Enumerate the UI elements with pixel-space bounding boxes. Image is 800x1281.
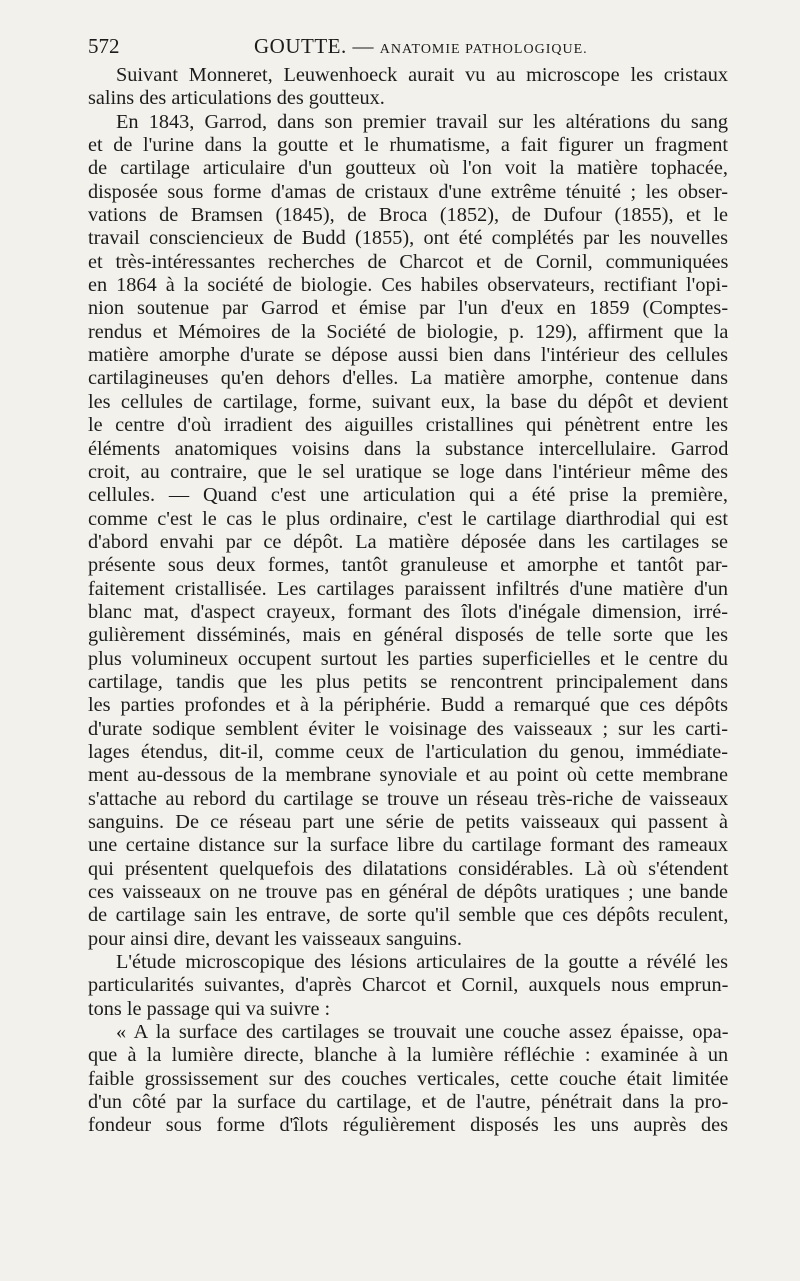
text-line: plus volumineux occupent surtout les parties superficielles et le centre du bbox=[88, 647, 728, 670]
text-line: éléments anatomiques voisins dans la substance intercellulaire. Garrod bbox=[88, 437, 729, 460]
text-line: ces vaisseaux on ne trouve pas en général de dépôts uratiques ; une bande bbox=[88, 881, 728, 904]
text-line: en 1864 à la société de biologie. Ces habiles observateurs, rectifiant l'opi- bbox=[88, 274, 728, 297]
text-line: comme c'est le cas le plus ordinaire, c'est le cartilage diarthrodial qui est bbox=[88, 507, 728, 530]
text-line: nion soutenue par Garrod et émise par l'un d'eux en 1859 (Comptes- bbox=[88, 297, 729, 320]
text-line: particularités suivantes, d'après Charcot et Cornil, auxquels nous emprun- bbox=[88, 974, 729, 997]
text-line: tons le passage qui va suivre : bbox=[88, 997, 331, 1020]
text-line: de cartilage sain les entrave, de sorte qu'il semble que ces dépôts reculent, bbox=[88, 904, 729, 927]
text-line: L'étude microscopique des lésions articulaires de la goutte a révélé les bbox=[116, 951, 729, 974]
text-line: lages étendus, dit-il, comme ceux de l'articulation du genou, immédiate- bbox=[88, 740, 728, 763]
text-line: de cartilage articulaire d'un goutteux où l'on voit la matière tophacée, bbox=[88, 157, 728, 180]
text-line: les cellules de cartilage, forme, suivant eux, la base du dépôt et devient bbox=[88, 390, 729, 413]
text-line: salins des articulations des goutteux. bbox=[88, 87, 385, 110]
text-line: pour ainsi dire, devant les vaisseaux sanguins. bbox=[88, 927, 462, 950]
text-line: blanc mat, d'aspect crayeux, formant des îlots d'inégale dimension, irré- bbox=[88, 600, 728, 623]
running-head-subtitle: ANATOMIE PATHOLOGIQUE. bbox=[379, 42, 588, 57]
text-line: disposée sous forme d'amas de cristaux d'une extrême ténuité ; les obser- bbox=[88, 180, 728, 203]
text-line: les parties profondes et à la périphérie. Budd a remarqué que ces dépôts bbox=[88, 694, 728, 717]
text-line: gulièrement disséminés, mais en général disposés de telle sorte que les bbox=[88, 624, 728, 647]
text-line: fondeur sous forme d'îlots régulièrement disposés les uns auprès des bbox=[88, 1114, 728, 1137]
text-line: faitement cristallisée. Les cartilages paraissent infiltrés d'une matière d'un bbox=[88, 577, 729, 600]
text-line: vations de Bramsen (1845), de Broca (1852), de Dufour (1855), et le bbox=[88, 204, 728, 227]
page-header bbox=[88, 34, 726, 62]
text-line: présente sous deux formes, tantôt granuleuse et amorphe et tantôt par- bbox=[88, 554, 728, 577]
text-line: cartilage, tandis que les plus petits se rencontrent principalement dans bbox=[88, 670, 728, 693]
text-line: d'urate sodique semblent éviter le voisinage des vaisseaux ; sur les carti- bbox=[88, 717, 728, 740]
text-line: croit, au contraire, que le sel uratique se loge dans l'intérieur même des bbox=[88, 460, 728, 483]
text-line: une certaine distance sur la surface libre du cartilage formant des rameaux bbox=[88, 834, 728, 857]
running-head-title: GOUTTE. bbox=[254, 34, 347, 58]
text-line: ment au-dessous de la membrane synoviale et au point où cette membrane bbox=[88, 764, 729, 787]
text-line: s'attache au rebord du cartilage se trouve un réseau très-riche de vaisseaux bbox=[88, 787, 729, 810]
text-line: d'un côté par la surface du cartilage, et de l'autre, pénétrait dans la pro- bbox=[88, 1091, 729, 1114]
text-line: En 1843, Garrod, dans son premier travail sur les altérations du sang bbox=[116, 110, 728, 133]
running-head bbox=[254, 34, 588, 59]
text-line: cellules. — Quand c'est une articulation qui a été prise la première, bbox=[88, 484, 728, 507]
text-line: et de l'urine dans la goutte et le rhumatisme, a fait figurer un fragment bbox=[88, 134, 728, 157]
text-line: qui présentent quelquefois des dilatations considérables. Là où s'étendent bbox=[88, 857, 729, 880]
text-line: faible grossissement sur des couches verticales, cette couche était limitée bbox=[88, 1067, 729, 1090]
page-number: 572 bbox=[88, 34, 120, 58]
body-text bbox=[88, 64, 728, 1138]
text-line: travail consciencieux de Budd (1855), ont été complétés par les nouvelles bbox=[88, 227, 728, 250]
text-line: sanguins. De ce réseau part une série de petits vaisseaux qui passent à bbox=[88, 811, 728, 833]
text-line: que à la lumière directe, blanche à la lumière réfléchie : examinée à un bbox=[88, 1044, 729, 1067]
text-line: Suivant Monneret, Leuwenhoeck aurait vu au microscope les cristaux bbox=[116, 64, 729, 86]
text-line: cartilagineuses qu'en dehors d'elles. La matière amorphe, contenue dans bbox=[88, 367, 728, 390]
text-line: et très-intéressantes recherches de Charcot et de Cornil, communiquées bbox=[88, 250, 729, 273]
text-line: le centre d'où irradient des aiguilles cristallines qui pénètrent entre les bbox=[88, 414, 728, 437]
text-line: rendus et Mémoires de la Société de biologie, p. 129), affirment que la bbox=[88, 320, 729, 343]
text-line: d'abord envahi par ce dépôt. La matière déposée dans les cartilages se bbox=[88, 530, 728, 553]
text-line: matière amorphe d'urate se dépose aussi bien dans l'intérieur des cellules bbox=[88, 344, 728, 367]
text-line: « A la surface des cartilages se trouvait une couche assez épaisse, opa- bbox=[116, 1021, 729, 1044]
running-head-dash: — bbox=[346, 34, 380, 58]
